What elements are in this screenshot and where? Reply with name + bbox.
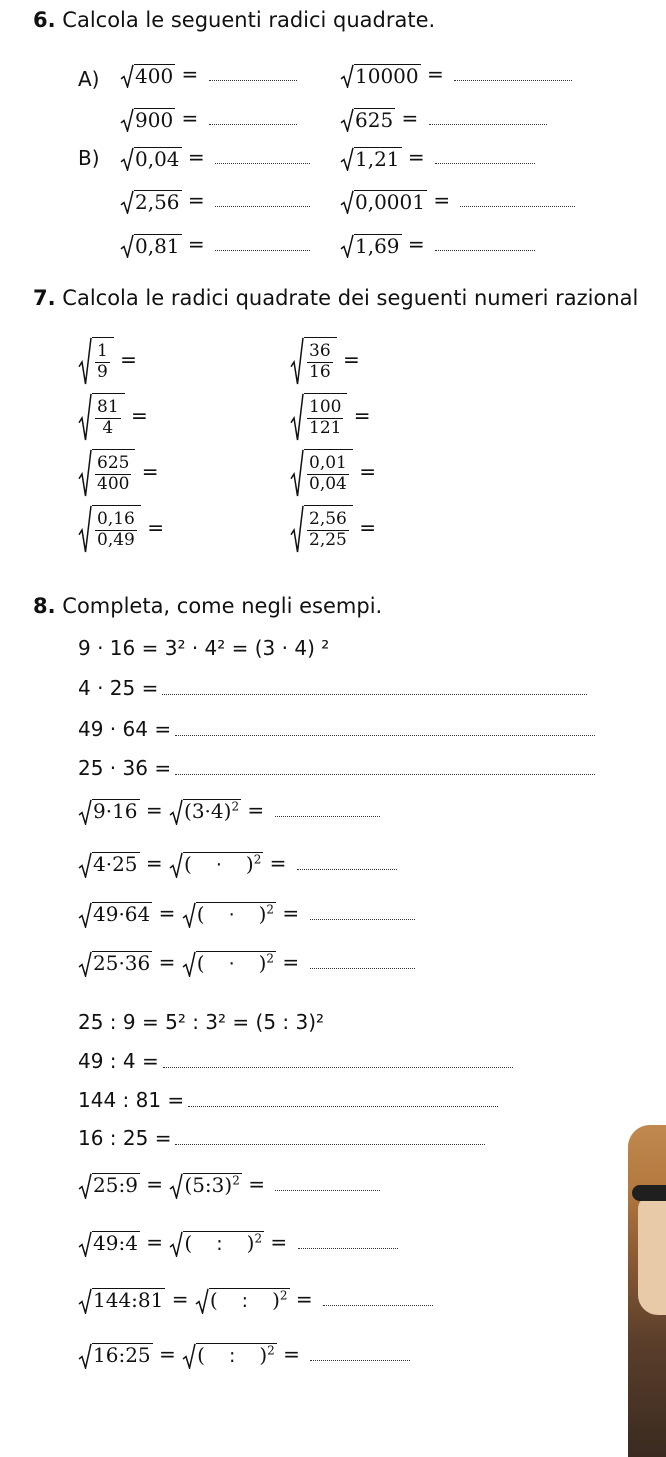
radicand: 10000 <box>355 63 419 88</box>
exponent: 2 <box>231 798 240 813</box>
open-paren: ( <box>196 950 205 975</box>
quotient-text: 144 : 81 = <box>78 1088 185 1112</box>
equals-sign: = <box>181 232 212 256</box>
product-item <box>78 756 595 780</box>
inner-expression: (5:3) <box>184 1172 233 1197</box>
denominator: 0,49 <box>97 529 135 550</box>
section-b-label: B) <box>78 146 100 170</box>
separator: : <box>241 1289 249 1312</box>
answer-blank <box>298 1247 398 1249</box>
exponent: 2 <box>279 1287 288 1302</box>
denominator: 0,04 <box>309 473 347 494</box>
open-paren: ( <box>197 1342 205 1367</box>
equals-sign: = <box>276 1342 307 1366</box>
radicand: 2,56 <box>135 189 180 214</box>
product-item <box>78 676 587 700</box>
fraction <box>93 455 133 494</box>
answer-blank <box>215 162 310 164</box>
hair-fragment <box>632 1185 666 1201</box>
product-text: 49 · 64 = <box>78 717 172 741</box>
radical-sign-icon <box>78 1173 92 1199</box>
exercise-8-number: 8. <box>33 594 56 618</box>
numerator: 2,56 <box>309 509 347 529</box>
radicand-text: 9·16 <box>93 798 138 823</box>
answer-blank <box>163 1066 513 1068</box>
equals-sign: = <box>152 901 182 925</box>
equals-sign: = <box>139 1172 170 1196</box>
radicand: 0,0001 <box>355 189 425 214</box>
square-root <box>78 337 114 385</box>
quotient-text: 16 : 25 = <box>78 1126 172 1150</box>
squared-group <box>184 1173 239 1197</box>
exercise-7-number: 7. <box>33 286 56 310</box>
equals-sign: = <box>263 851 293 875</box>
root-item <box>120 106 297 132</box>
radicand <box>92 852 140 878</box>
separator: · <box>228 952 235 975</box>
radicand <box>183 1173 241 1199</box>
answer-blank <box>435 249 535 251</box>
root-equation <box>78 1230 398 1257</box>
denominator: 2,25 <box>309 529 347 550</box>
square-root <box>78 505 141 553</box>
square-root <box>340 234 402 258</box>
radical-sign-icon <box>195 1288 209 1314</box>
square-root <box>290 505 353 553</box>
denominator: 9 <box>97 361 108 382</box>
radical-sign-icon <box>169 1231 183 1257</box>
squared-group <box>184 1231 262 1255</box>
radical-sign-icon <box>182 902 196 928</box>
radicand <box>304 449 353 497</box>
equals-sign: = <box>135 459 159 484</box>
answer-blank <box>175 1143 485 1145</box>
equals-sign: = <box>401 145 432 169</box>
radical-sign-icon <box>169 1173 183 1199</box>
equals-sign: = <box>276 950 306 974</box>
radicand-text: 25·36 <box>93 950 151 975</box>
fraction <box>93 399 123 438</box>
equals-sign: = <box>352 459 376 484</box>
square-root <box>169 1173 241 1199</box>
close-paren: ) <box>245 851 254 876</box>
square-root <box>290 449 353 497</box>
separator: : <box>216 1232 223 1255</box>
numerator: 625 <box>97 453 130 473</box>
radicand <box>92 505 141 553</box>
equals-sign: = <box>139 798 170 822</box>
squared-group <box>210 1288 288 1312</box>
root-item <box>340 145 535 171</box>
radicand <box>304 337 337 385</box>
radicand-text: 49·64 <box>93 901 151 926</box>
radical-sign-icon <box>78 1288 92 1314</box>
exercise-6-number: 6. <box>33 8 56 32</box>
exercise-8-heading <box>33 594 382 618</box>
equals-sign: = <box>140 515 164 540</box>
radicand-text: 144:81 <box>93 1287 164 1312</box>
root-item <box>340 106 547 132</box>
fraction <box>305 343 335 382</box>
close-paren: ) <box>258 901 267 926</box>
denominator: 400 <box>97 473 130 494</box>
radical-sign-icon <box>340 108 354 132</box>
answer-blank <box>188 1105 498 1107</box>
equals-sign: = <box>113 347 137 372</box>
radical-sign-icon <box>78 902 92 928</box>
root-equation <box>78 1287 433 1314</box>
radical-sign-icon <box>340 234 354 258</box>
radical-sign-icon <box>182 951 196 977</box>
radical-sign-icon <box>78 393 92 441</box>
exercise-8-title: Completa, come negli esempi. <box>62 594 383 618</box>
close-paren: ) <box>246 1230 255 1255</box>
square-root <box>78 1231 140 1257</box>
radicand <box>304 393 347 441</box>
radicand <box>196 1343 277 1369</box>
radicand <box>183 1231 264 1257</box>
equals-sign: = <box>152 950 182 974</box>
radical-sign-icon <box>340 147 354 171</box>
radicand <box>183 799 241 825</box>
close-paren: ) <box>272 1287 280 1312</box>
fraction <box>305 399 345 438</box>
fraction-root-item <box>290 337 360 385</box>
separator: · <box>228 903 235 926</box>
answer-blank <box>275 815 380 817</box>
radical-sign-icon <box>120 64 134 88</box>
radicand <box>304 505 353 553</box>
square-root <box>78 393 125 441</box>
exponent: 2 <box>267 1342 275 1357</box>
radicand-text: 4·25 <box>93 851 138 876</box>
squared-group <box>197 951 274 975</box>
radical-sign-icon <box>78 337 92 385</box>
square-root <box>182 951 276 977</box>
radicand: 900 <box>135 107 174 132</box>
denominator: 16 <box>309 361 331 382</box>
radical-sign-icon <box>290 505 304 553</box>
equals-sign: = <box>264 1230 294 1254</box>
root-equation <box>78 901 415 928</box>
equals-sign: = <box>426 188 457 212</box>
separator: · <box>215 853 222 876</box>
radicand <box>92 393 125 441</box>
fraction <box>93 343 112 382</box>
numerator: 0,01 <box>309 453 347 473</box>
exponent: 2 <box>232 1172 240 1187</box>
radical-sign-icon <box>78 1231 92 1257</box>
fraction-root-item <box>78 393 148 441</box>
quotient-item <box>78 1126 485 1150</box>
square-root <box>78 951 152 977</box>
root-equation <box>78 950 415 977</box>
radicand <box>196 902 276 928</box>
equals-sign: = <box>139 851 170 875</box>
radical-sign-icon <box>78 505 92 553</box>
square-root <box>120 108 175 132</box>
square-root <box>120 234 182 258</box>
denominator: 4 <box>102 417 114 438</box>
product-text: 4 · 25 = <box>78 676 159 700</box>
quotient-text: 49 : 4 = <box>78 1049 159 1073</box>
product-item <box>78 717 595 741</box>
root-equation <box>78 1172 380 1199</box>
numerator: 81 <box>97 397 119 417</box>
numerator: 100 <box>309 397 342 417</box>
open-paren: ( <box>196 901 205 926</box>
equals-sign: = <box>420 62 451 86</box>
answer-blank <box>454 79 572 81</box>
radical-sign-icon <box>78 449 92 497</box>
root-item <box>120 62 297 88</box>
equals-sign: = <box>276 901 306 925</box>
root-equation <box>78 851 397 878</box>
radical-sign-icon <box>78 799 92 825</box>
close-paren: ) <box>258 950 267 975</box>
fraction-root-item <box>290 393 371 441</box>
square-root <box>195 1288 290 1314</box>
root-equation <box>78 798 380 825</box>
square-root <box>78 1173 140 1199</box>
square-root <box>340 190 427 214</box>
radical-sign-icon <box>340 64 354 88</box>
fraction <box>93 511 139 550</box>
answer-blank <box>297 868 397 870</box>
square-root <box>182 902 276 928</box>
square-root <box>340 64 421 88</box>
root-item <box>340 188 575 214</box>
section-a-label: A) <box>78 67 100 91</box>
squared-group <box>184 852 261 876</box>
square-root <box>78 1343 153 1369</box>
exponent: 2 <box>253 851 262 866</box>
answer-blank <box>310 967 415 969</box>
answer-blank <box>175 773 595 775</box>
square-root <box>120 147 182 171</box>
square-root <box>78 852 140 878</box>
open-paren: ( <box>184 1230 193 1255</box>
radicand: 1,69 <box>355 233 400 258</box>
equals-sign: = <box>395 106 425 130</box>
root-equation <box>78 1342 410 1369</box>
fraction <box>305 511 351 550</box>
open-paren: ( <box>184 851 192 876</box>
radical-sign-icon <box>120 147 134 171</box>
equals-sign: = <box>336 347 360 372</box>
exercise-7-title: Calcola le radici quadrate dei seguenti numeri razional <box>62 286 639 310</box>
radical-sign-icon <box>120 108 134 132</box>
product-example-text: 9 · 16 = 3² · 4² = (3 · 4) ² <box>78 636 330 660</box>
radicand: 400 <box>135 63 174 88</box>
radicand <box>196 951 276 977</box>
exercise-7-heading <box>33 286 638 310</box>
equals-sign: = <box>352 515 376 540</box>
radical-sign-icon <box>290 449 304 497</box>
square-root <box>120 190 182 214</box>
radical-sign-icon <box>169 852 183 878</box>
fraction-root-item <box>290 449 376 497</box>
radicand-text: 49:4 <box>93 1230 138 1255</box>
answer-blank <box>215 249 310 251</box>
numerator: 1 <box>97 341 108 361</box>
equals-sign: = <box>175 62 205 86</box>
equals-sign: = <box>175 106 205 130</box>
separator: : <box>228 1344 236 1367</box>
equals-sign: = <box>152 1342 183 1366</box>
numerator: 0,16 <box>97 509 135 529</box>
square-root <box>182 1343 277 1369</box>
exponent: 2 <box>254 1230 263 1245</box>
answer-blank <box>175 734 595 736</box>
equals-sign: = <box>241 798 271 822</box>
product-example <box>78 636 329 660</box>
root-item <box>120 232 310 258</box>
product-text: 25 · 36 = <box>78 756 172 780</box>
open-paren: ( <box>209 1287 218 1312</box>
answer-blank <box>435 162 535 164</box>
root-item <box>340 62 572 88</box>
equals-sign: = <box>181 145 212 169</box>
square-root <box>169 852 263 878</box>
radicand: 0,81 <box>135 233 180 258</box>
squared-group <box>184 799 239 823</box>
radicand <box>92 1343 153 1369</box>
square-root <box>78 902 152 928</box>
radical-sign-icon <box>182 1343 196 1369</box>
answer-blank <box>209 123 297 125</box>
radicand <box>92 337 114 385</box>
squared-group <box>197 902 274 926</box>
exponent: 2 <box>266 901 275 916</box>
answer-blank <box>162 693 587 695</box>
answer-blank <box>310 1359 410 1361</box>
radicand <box>92 951 152 977</box>
radical-sign-icon <box>120 190 134 214</box>
equals-sign: = <box>401 232 432 256</box>
square-root <box>290 337 337 385</box>
square-root <box>340 108 395 132</box>
square-root <box>290 393 347 441</box>
equals-sign: = <box>241 1172 272 1196</box>
face-fragment <box>638 1195 666 1315</box>
equals-sign: = <box>165 1287 195 1311</box>
radicand: 1,21 <box>355 146 400 171</box>
radical-sign-icon <box>169 799 183 825</box>
answer-blank <box>323 1304 433 1306</box>
equals-sign: = <box>181 188 212 212</box>
radical-sign-icon <box>340 190 354 214</box>
radical-sign-icon <box>290 337 304 385</box>
answer-blank <box>215 205 310 207</box>
radicand <box>92 1173 140 1199</box>
radicand-text: 16:25 <box>93 1342 151 1367</box>
equals-sign: = <box>289 1287 320 1311</box>
radicand-text: 25:9 <box>93 1172 138 1197</box>
radicand <box>92 1231 140 1257</box>
answer-blank <box>429 123 547 125</box>
equals-sign: = <box>139 1230 170 1254</box>
root-item <box>120 145 310 171</box>
answer-blank <box>310 918 415 920</box>
radical-sign-icon <box>120 234 134 258</box>
answer-blank <box>460 205 575 207</box>
fraction-root-item <box>290 505 376 553</box>
fraction-root-item <box>78 505 164 553</box>
close-paren: ) <box>259 1342 268 1367</box>
radicand <box>92 799 140 825</box>
radicand <box>209 1288 290 1314</box>
square-root <box>169 1231 264 1257</box>
quotient-item <box>78 1088 498 1112</box>
radicand <box>92 449 135 497</box>
radical-sign-icon <box>78 951 92 977</box>
squared-group <box>197 1343 275 1367</box>
equals-sign: = <box>347 403 371 428</box>
square-root <box>78 799 140 825</box>
quotient-item <box>78 1049 513 1073</box>
radical-sign-icon <box>78 852 92 878</box>
exercise-6-title: Calcola le seguenti radici quadrate. <box>62 8 436 32</box>
square-root <box>169 799 241 825</box>
fraction <box>305 455 351 494</box>
radicand <box>92 902 152 928</box>
fraction-root-item <box>78 449 159 497</box>
exponent: 2 <box>266 950 275 965</box>
equals-sign: = <box>124 403 148 428</box>
numerator: 36 <box>309 341 331 361</box>
root-item <box>120 188 310 214</box>
radical-sign-icon <box>290 393 304 441</box>
exercise-6-heading <box>33 8 435 32</box>
answer-blank <box>275 1189 380 1191</box>
radicand <box>183 852 263 878</box>
radicand <box>92 1288 165 1314</box>
photo-fragment <box>628 1125 666 1457</box>
answer-blank <box>209 79 297 81</box>
radicand: 0,04 <box>135 146 180 171</box>
denominator: 121 <box>309 417 342 438</box>
inner-expression: (3·4) <box>184 798 232 823</box>
root-item <box>340 232 535 258</box>
quotient-example-text: 25 : 9 = 5² : 3² = (5 : 3)² <box>78 1010 325 1034</box>
square-root <box>78 449 135 497</box>
square-root <box>78 1288 165 1314</box>
radical-sign-icon <box>78 1343 92 1369</box>
square-root <box>120 64 175 88</box>
radicand: 625 <box>355 107 394 132</box>
quotient-example <box>78 1010 324 1034</box>
fraction-root-item <box>78 337 137 385</box>
square-root <box>340 147 402 171</box>
